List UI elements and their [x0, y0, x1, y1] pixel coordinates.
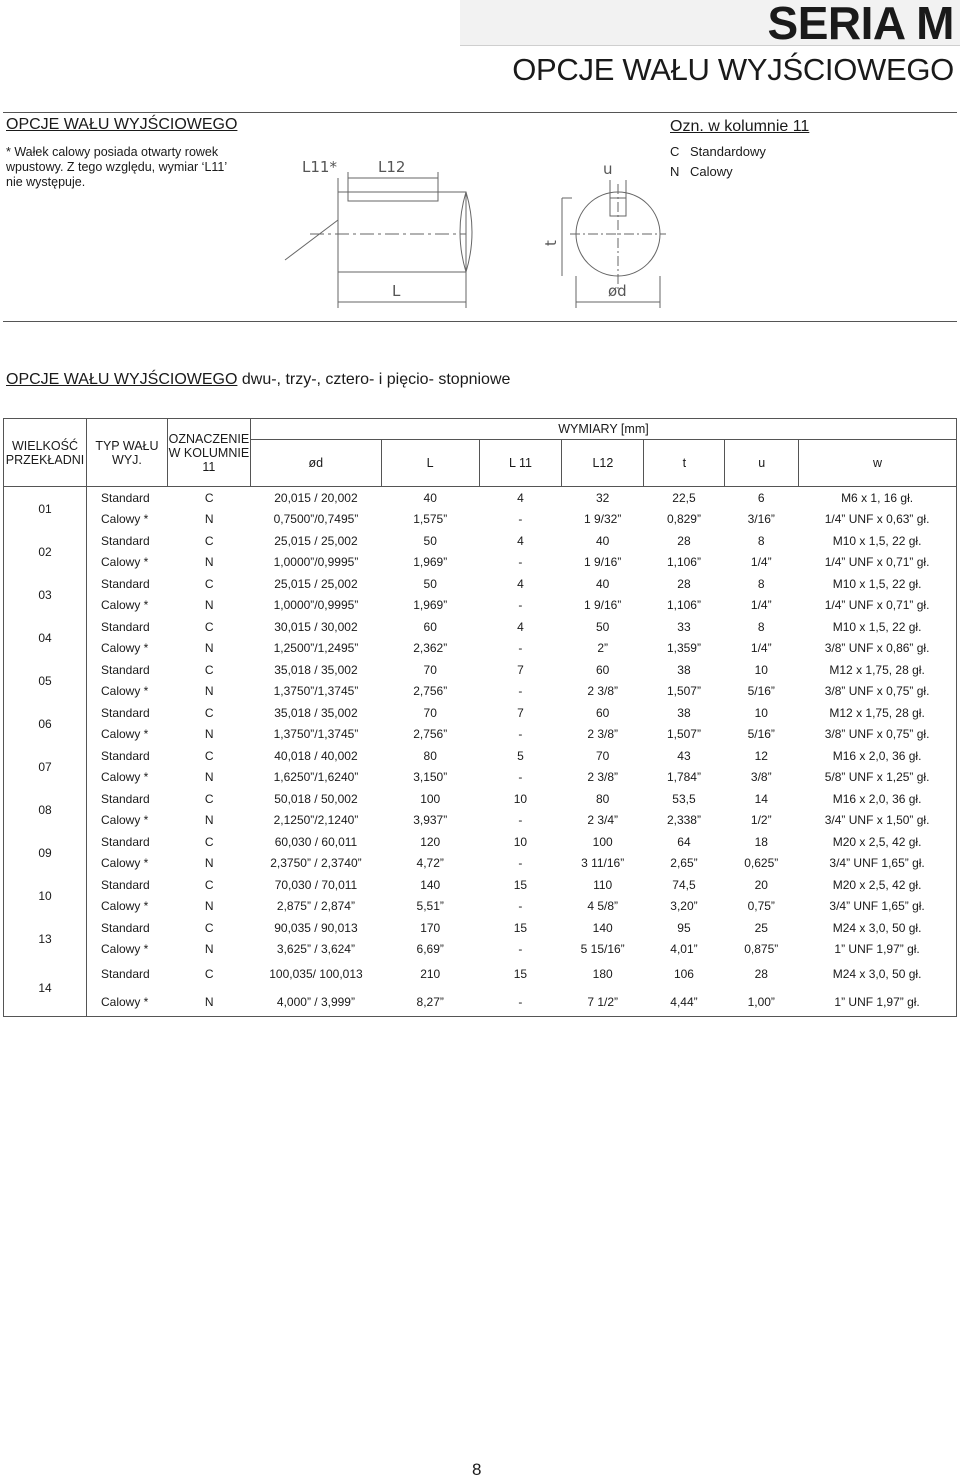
table-cell: 4 — [517, 619, 524, 634]
table-cell: - — [518, 684, 523, 699]
table-cell: 2 3/8” — [587, 727, 618, 742]
table-cell: 1,106” — [666, 598, 701, 613]
table-cell: N — [204, 684, 214, 699]
table-cell: M16 x 2,0, 36 gł. — [832, 748, 922, 763]
table-cell: Calowy * — [100, 942, 149, 957]
table-cell: Standard — [100, 533, 150, 548]
table-cell: - — [518, 899, 523, 914]
table-cell: 10 — [513, 791, 528, 806]
table-cell: C — [204, 877, 214, 892]
table-cell: 4 — [517, 490, 524, 505]
table-cell: 25,015 / 25,002 — [274, 576, 358, 591]
table-row — [87, 939, 956, 961]
table-row — [87, 788, 956, 810]
table-cell: 2,3750” / 2,3740” — [270, 856, 362, 871]
table-cell: Standard — [100, 967, 150, 981]
table-row — [87, 530, 956, 552]
table-row — [87, 595, 956, 617]
table-row — [87, 896, 956, 918]
table-cell: 38 — [677, 662, 691, 677]
table-cell: N — [204, 770, 214, 785]
inch-shaft-note: * Wałek calowy posiada otwarty rowek wpustowy. Z tego względu, wymiar ‘L11’ nie występuje. — [6, 145, 227, 189]
header-col: L 11 — [479, 440, 562, 487]
table-cell: - — [518, 555, 523, 570]
table-cell: M20 x 2,5, 42 gł. — [832, 877, 922, 892]
table-cell: Standard — [100, 748, 150, 763]
table-cell: - — [518, 995, 523, 1009]
table-cell: 1,969” — [413, 555, 448, 570]
header-code: OZNACZENIE W KOLUMNIE 11 — [167, 419, 250, 487]
table-cell: 1 9/16” — [583, 555, 622, 570]
table-row — [87, 638, 956, 660]
table-cell: 28 — [677, 533, 691, 548]
table-cell: 0,875” — [744, 942, 779, 957]
label-l12: L12 — [378, 158, 406, 176]
table-cell: 40,018 / 40,002 — [274, 748, 358, 763]
table-cell: 1/4” UNF x 0,63” gł. — [824, 512, 930, 527]
table-cell: 70,030 / 70,011 — [274, 877, 358, 892]
table-cell: 15 — [513, 967, 528, 981]
table-cell: M10 x 1,5, 22 gł. — [832, 533, 922, 548]
table-cell: C — [204, 705, 214, 720]
table-cell: Standard — [100, 576, 150, 591]
table-cell: Standard — [100, 834, 150, 849]
table-cell: 10 — [513, 834, 528, 849]
table-cell: Standard — [100, 662, 150, 677]
table-cell: 7 — [517, 705, 524, 720]
column-11-legend — [670, 118, 809, 182]
table-row — [87, 724, 956, 746]
table-cell: 74,5 — [672, 877, 696, 892]
table-cell: N — [204, 727, 214, 742]
label-u: u — [603, 160, 613, 178]
table-cell: 1,3750”/1,3745” — [273, 727, 359, 742]
table-cell: 5/16” — [747, 727, 775, 742]
table-cell: 8 — [757, 576, 765, 591]
label-d: ød — [608, 282, 627, 300]
header-size: WIELKOŚĆ PRZEKŁADNI — [4, 419, 87, 487]
table-row — [87, 874, 956, 896]
table-cell: 35,018 / 35,002 — [274, 662, 358, 677]
table-cell: 40 — [595, 576, 610, 591]
size-cell: 06 — [38, 716, 52, 731]
header-col: t — [644, 440, 725, 487]
table-cell: 70 — [595, 748, 610, 763]
table-cell: M24 x 3,0, 50 gł. — [832, 920, 922, 935]
table-cell: 40 — [423, 490, 437, 505]
table-cell: N — [204, 598, 214, 613]
table-cell: C — [204, 490, 214, 505]
table-cell: 1,6250”/1,6240” — [273, 770, 359, 785]
table-cell: N — [204, 641, 214, 656]
table-cell: 0,75” — [747, 899, 775, 914]
table-cell: - — [518, 813, 523, 828]
table-cell: 100 — [592, 834, 613, 849]
table-cell: Standard — [100, 877, 150, 892]
table-cell: 3/8” UNF x 0,75” gł. — [824, 684, 930, 699]
table-cell: 60 — [595, 662, 610, 677]
table-cell: 0,625” — [744, 856, 779, 871]
shaft-body — [338, 192, 466, 272]
table-cell: - — [518, 598, 523, 613]
table-row — [87, 616, 956, 638]
table-cell: 80 — [423, 748, 437, 763]
table-cell: 80 — [595, 791, 610, 806]
table-cell: N — [204, 555, 214, 570]
table-cell: 0,7500”/0,7495” — [273, 512, 359, 527]
table-cell: 1,106” — [666, 555, 701, 570]
table-cell: 0,829” — [666, 512, 701, 527]
table-row — [87, 988, 956, 1016]
table-cell: 2,756” — [413, 727, 448, 742]
size-column — [4, 487, 87, 1017]
table-cell: 1,0000”/0,9995” — [273, 598, 359, 613]
table-cell: N — [204, 512, 214, 527]
size-cell: 14 — [38, 981, 52, 995]
table-cell: 1” UNF 1,97” gł. — [834, 995, 920, 1009]
size-cell: 10 — [38, 888, 52, 903]
table-cell: 110 — [593, 877, 613, 892]
size-cell: 13 — [38, 931, 52, 946]
table-cell: 2” — [597, 641, 608, 656]
table-cell: 15 — [513, 877, 528, 892]
table-cell: 20 — [754, 877, 768, 892]
table-cell: 50 — [423, 576, 437, 591]
table-cell: 28 — [754, 967, 768, 981]
table-cell: C — [204, 619, 214, 634]
table-cell: 120 — [420, 834, 441, 849]
table-cell: 210 — [420, 967, 441, 981]
table-cell: 8,27” — [416, 995, 444, 1009]
table-row — [87, 573, 956, 595]
table-cell: 1,00” — [747, 995, 775, 1009]
table-cell: 3,937” — [413, 813, 448, 828]
table-cell: 3/4” UNF x 1,50” gł. — [824, 813, 930, 828]
table-cell: 15 — [513, 920, 528, 935]
page-number: 8 — [472, 1460, 482, 1479]
table-row — [87, 487, 956, 509]
table-cell: 4,01” — [670, 942, 698, 957]
size-cell: 09 — [38, 845, 52, 860]
size-cell: 03 — [38, 587, 52, 602]
table-cell: - — [518, 641, 523, 656]
table-cell: 2 3/4” — [587, 813, 618, 828]
label-l11: L11* — [302, 158, 337, 176]
table-cell: - — [518, 512, 523, 527]
table-cell: 6 — [757, 490, 765, 505]
legend-row: N Calowy — [670, 164, 733, 179]
table-cell: 60 — [423, 619, 437, 634]
table-cell: 7 — [517, 662, 524, 677]
table-cell: Calowy * — [100, 555, 149, 570]
table-cell: C — [204, 662, 214, 677]
table-cell: 4 — [517, 533, 524, 548]
table-cell: 20,015 / 20,002 — [274, 490, 358, 505]
table-cell: 5 — [517, 748, 524, 763]
table-cell: 1,784” — [666, 770, 701, 785]
table-cell: N — [204, 856, 214, 871]
table-cell: 70 — [423, 662, 437, 677]
table-cell: 3/4” UNF 1,65” gł. — [829, 856, 925, 871]
table-cell: 60,030 / 60,011 — [274, 834, 358, 849]
table-cell: 30,015 / 30,002 — [274, 619, 358, 634]
table-cell: Calowy * — [100, 899, 149, 914]
dimensions-table — [3, 418, 957, 1017]
table-cell: 3,150” — [413, 770, 448, 785]
table-row — [87, 702, 956, 724]
table-cell: Calowy * — [100, 641, 149, 656]
table-cell: 140 — [592, 920, 613, 935]
table-cell: C — [204, 748, 214, 763]
table-cell: - — [518, 727, 523, 742]
table-cell: 95 — [677, 920, 691, 935]
table-cell: 38 — [677, 705, 691, 720]
header-col: w — [799, 440, 957, 487]
series-title: SERIA M — [767, 0, 954, 49]
table-cell: 3/8” — [750, 770, 772, 785]
table-cell: Standard — [100, 791, 150, 806]
table-cell: 1/4” UNF x 0,71” gł. — [824, 598, 930, 613]
table-cell: Standard — [100, 705, 150, 720]
table-cell: 2,362” — [413, 641, 448, 656]
section-title: OPCJE WAŁU WYJŚCIOWEGO dwu-, trzy-, cztero- i pięcio- stopniowe — [6, 371, 511, 388]
table-cell: 6,69” — [416, 942, 444, 957]
header-dimensions: WYMIARY [mm] — [250, 419, 956, 440]
table-cell: 1,969” — [413, 598, 448, 613]
table-cell: 3 11/16” — [581, 856, 625, 871]
table-cell: 53,5 — [672, 791, 696, 806]
table-cell: - — [518, 856, 523, 871]
table-cell: 3/8” UNF x 0,86” gł. — [824, 641, 930, 656]
table-cell: 1,359” — [666, 641, 701, 656]
table-cell: 1,575” — [413, 512, 448, 527]
table-cell: 5/16” — [747, 684, 775, 699]
table-cell: 7 1/2” — [587, 995, 618, 1009]
size-cell: 07 — [38, 759, 52, 774]
table-cell: 100,035/ 100,013 — [269, 967, 363, 981]
label-t: t — [542, 240, 560, 246]
table-cell: 10 — [754, 705, 768, 720]
table-cell: 64 — [677, 834, 691, 849]
table-cell: 60 — [595, 705, 610, 720]
table-cell: 1 9/32” — [583, 512, 622, 527]
table-cell: 1,3750”/1,3745” — [273, 684, 359, 699]
table-cell: 3/4” UNF 1,65” gł. — [829, 899, 925, 914]
table-cell: Standard — [100, 920, 150, 935]
table-cell: Calowy * — [100, 727, 149, 742]
table-cell: C — [204, 834, 214, 849]
table-cell: 170 — [420, 920, 441, 935]
table-cell: 4 — [517, 576, 524, 591]
table-cell: 8 — [757, 533, 765, 548]
table-cell: 4 5/8” — [587, 899, 618, 914]
table-cell: 28 — [677, 576, 691, 591]
table-cell: - — [518, 942, 523, 957]
table-cell: 100 — [420, 791, 441, 806]
table-cell: C — [204, 533, 214, 548]
table-cell: N — [204, 942, 214, 957]
size-cell: 05 — [38, 673, 52, 688]
table-cell: 43 — [677, 748, 691, 763]
table-cell: 12 — [754, 748, 768, 763]
table-row — [87, 767, 956, 789]
table-cell: 5 15/16” — [580, 942, 625, 957]
table-cell: 180 — [592, 967, 613, 981]
table-cell: Calowy * — [100, 856, 149, 871]
table-cell: M20 x 2,5, 42 gł. — [832, 834, 922, 849]
table-cell: 8 — [757, 619, 765, 634]
table-cell: 50 — [423, 533, 437, 548]
table-cell: 2 3/8” — [587, 684, 618, 699]
table-cell: 1,2500”/1,2495” — [273, 641, 359, 656]
keyway — [348, 192, 438, 201]
table-row — [87, 831, 956, 853]
page-title: OPCJE WAŁU WYJŚCIOWEGO — [512, 52, 954, 87]
table-cell: 1” UNF 1,97” gł. — [834, 942, 920, 957]
shaft-drawing — [280, 150, 670, 310]
table-cell: N — [204, 899, 214, 914]
options-heading: OPCJE WAŁU WYJŚCIOWEGO — [6, 116, 238, 133]
table-cell: - — [518, 770, 523, 785]
table-cell: 40 — [595, 533, 610, 548]
table-cell: 25 — [754, 920, 768, 935]
table-cell: Standard — [100, 490, 150, 505]
table-cell: 10 — [754, 662, 768, 677]
table-cell: 50,018 / 50,002 — [274, 791, 358, 806]
size-cell: 02 — [38, 544, 52, 559]
table-cell: 4,000” / 3,999” — [276, 995, 355, 1009]
table-cell: C — [204, 576, 214, 591]
table-cell: 2,65” — [670, 856, 698, 871]
table-row — [87, 552, 956, 574]
table-cell: 50 — [595, 619, 610, 634]
table-cell: 4,44” — [670, 995, 698, 1009]
table-cell: 18 — [754, 834, 768, 849]
table-cell: M16 x 2,0, 36 gł. — [832, 791, 922, 806]
table-cell: 2,338” — [666, 813, 701, 828]
table-cell: 140 — [420, 877, 441, 892]
table-cell: Calowy * — [100, 512, 149, 527]
table-row — [87, 681, 956, 703]
size-cell: 08 — [38, 802, 52, 817]
table-cell: N — [204, 813, 214, 828]
table-cell: 2,756” — [413, 684, 448, 699]
table-cell: 1/2” — [750, 813, 772, 828]
header-col: ød — [250, 440, 381, 487]
table-cell: 1,507” — [666, 727, 701, 742]
table-row — [87, 917, 956, 939]
table-row — [87, 853, 956, 875]
legend-row: C Standardowy — [670, 144, 766, 159]
header-type: TYP WAŁU WYJ. — [86, 419, 167, 487]
table-row — [87, 810, 956, 832]
header-col: L — [381, 440, 479, 487]
table-cell: M10 x 1,5, 22 gł. — [832, 576, 922, 591]
table-cell: 5,51” — [416, 899, 444, 914]
table-cell: 2,875” / 2,874” — [276, 899, 355, 914]
table-cell: M6 x 1, 16 gł. — [841, 490, 914, 505]
table-cell: 70 — [423, 705, 437, 720]
table-cell: Calowy * — [100, 995, 149, 1009]
table-cell: 4,72” — [416, 856, 444, 871]
label-l: L — [392, 282, 401, 300]
table-cell: 14 — [754, 791, 768, 806]
table-cell: 90,035 / 90,013 — [274, 920, 358, 935]
table-cell: 5/8” UNF x 1,25” gł. — [824, 770, 930, 785]
size-cell: 04 — [38, 630, 52, 645]
table-cell: 1/4” — [750, 555, 772, 570]
table-cell: 22,5 — [672, 490, 696, 505]
table-cell: 1/4” UNF x 0,71” gł. — [824, 555, 930, 570]
table-cell: 1,0000”/0,9995” — [273, 555, 359, 570]
table-cell: Calowy * — [100, 770, 149, 785]
table-cell: M12 x 1,75, 28 gł. — [829, 662, 925, 677]
table-cell: Standard — [100, 619, 150, 634]
table-cell: 25,015 / 25,002 — [274, 533, 358, 548]
table-cell: C — [204, 967, 214, 981]
header-col: u — [725, 440, 799, 487]
header-col: L12 — [562, 440, 644, 487]
size-cell: 01 — [38, 501, 52, 516]
table-cell: M24 x 3,0, 50 gł. — [832, 967, 922, 981]
table-cell: N — [204, 995, 214, 1009]
data-rows — [86, 487, 956, 1017]
table-cell: 33 — [677, 619, 691, 634]
table-cell: Calowy * — [100, 813, 149, 828]
table-row — [87, 509, 956, 531]
table-cell: 3/16” — [747, 512, 775, 527]
table-cell: 3/8” UNF x 0,75” gł. — [824, 727, 930, 742]
table-row — [87, 960, 956, 988]
legend-title: Ozn. w kolumnie 11 — [670, 118, 810, 135]
table-cell: Calowy * — [100, 598, 149, 613]
table-cell: 3,625” / 3,624” — [276, 942, 355, 957]
table-cell: Calowy * — [100, 684, 149, 699]
table-cell: 106 — [673, 967, 694, 981]
table-cell: 1 9/16” — [583, 598, 622, 613]
table-cell: 32 — [595, 490, 610, 505]
table-cell: 2,1250”/2,1240” — [273, 813, 359, 828]
table-cell: 1/4” — [750, 598, 772, 613]
table-cell: M10 x 1,5, 22 gł. — [832, 619, 922, 634]
table-row — [87, 659, 956, 681]
table-cell: 35,018 / 35,002 — [274, 705, 358, 720]
table-cell: C — [204, 920, 214, 935]
table-cell: 1/4” — [750, 641, 772, 656]
table-cell: C — [204, 791, 214, 806]
table-cell: 1,507” — [666, 684, 701, 699]
table-row — [87, 745, 956, 767]
table-cell: 2 3/8” — [587, 770, 618, 785]
table-cell: 3,20” — [670, 899, 698, 914]
table-cell: M12 x 1,75, 28 gł. — [829, 705, 925, 720]
